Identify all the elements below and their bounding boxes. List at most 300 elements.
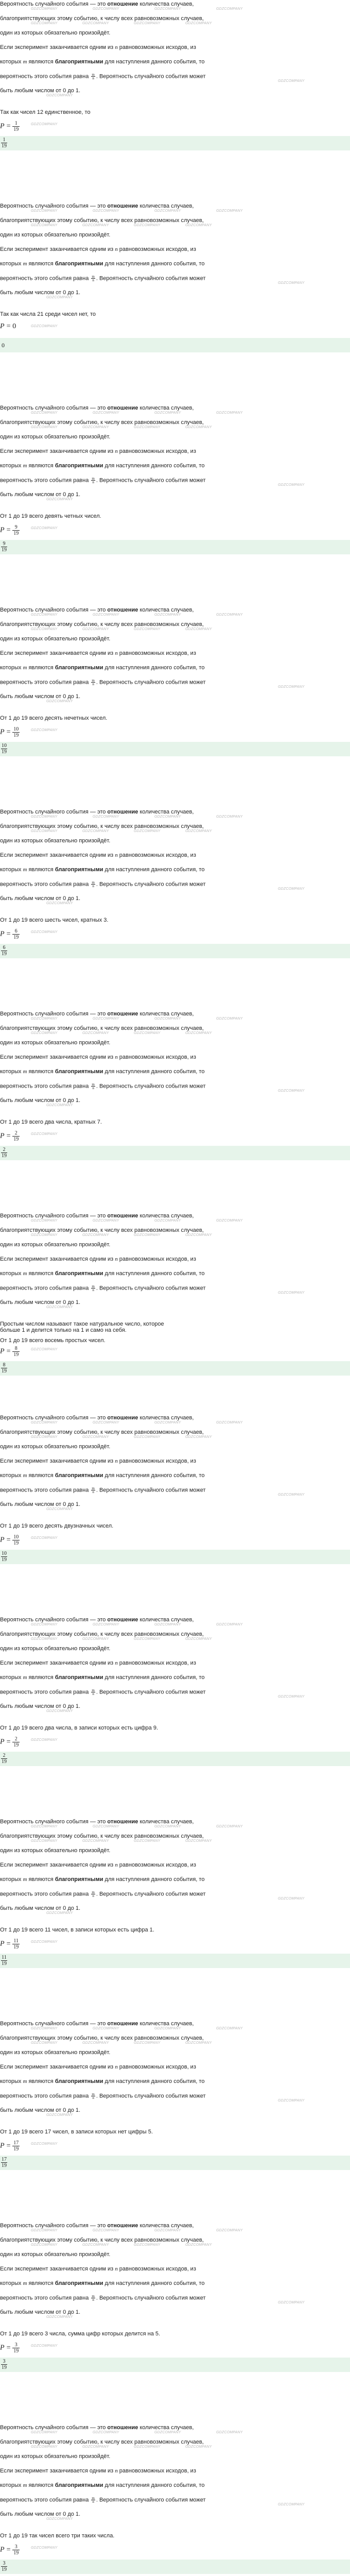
definition-text: для наступления данного события, то (103, 1876, 205, 1883)
probability-definition (0, 1212, 350, 1313)
definition-text: равновозможных исходов, из (117, 852, 196, 858)
definition-text: один из которых обязательно произойдёт. (0, 232, 111, 238)
definition-text: количества случаев, (138, 1213, 194, 1219)
definition-line (0, 261, 204, 267)
variable-m: m (23, 665, 27, 671)
definition-line (0, 1299, 80, 1306)
definition-bold: благоприятными (55, 261, 103, 267)
definition-text: . Вероятность случайного события может (96, 2093, 206, 2099)
probability-formula (0, 121, 20, 134)
definition-line (0, 1213, 194, 1219)
definition-text: для наступления данного события, то (103, 59, 205, 65)
definition-line (0, 1415, 194, 1421)
fraction-numerator: 2 (1, 1753, 7, 1759)
fraction-denominator: 19 (13, 1137, 19, 1142)
definition-text: являются (27, 1270, 55, 1277)
probability-symbol: P = (0, 1536, 11, 1544)
fraction-numerator: m (92, 477, 95, 481)
probability-symbol: P = (0, 1347, 11, 1355)
definition-line (0, 246, 196, 252)
definition-text: быть любым числом от 0 до 1. (0, 290, 81, 296)
definition-bold: благоприятными (55, 463, 103, 469)
definition-text: благоприятствующих этому событию, к числу всех равновозможных случаев, (0, 1429, 204, 1435)
watermark: GDZCOMPANY (82, 2041, 109, 2045)
answer-box (0, 136, 350, 150)
fraction-numerator: 17 (2, 2157, 7, 2162)
variable-m: m (23, 463, 27, 469)
definition-text: для наступления данного события, то (103, 261, 205, 267)
definition-text: . Вероятность случайного события может (96, 2497, 206, 2503)
definition-text: Вероятность случайного события — это (0, 203, 108, 209)
fraction-numerator: 1 (12, 121, 20, 127)
definition-line (0, 2078, 204, 2084)
watermark: GDZCOMPANY (93, 411, 119, 415)
fraction-m-over-n (91, 1891, 95, 1897)
watermark: GDZCOMPANY (31, 2546, 58, 2550)
probability-definition (0, 202, 350, 303)
answer-fraction (1, 743, 7, 755)
watermark: GDZCOMPANY (31, 2431, 58, 2434)
condition-text: Простым числом называют такое натуральное число, которое больше 1 и делится только на 1 и само на себя. (0, 1321, 164, 1333)
watermark: GDZCOMPANY (216, 2027, 243, 2030)
fraction-m-over-n (91, 73, 95, 80)
solution-block (0, 0, 350, 202)
variable-n: n (115, 1054, 118, 1060)
definition-text: вероятность этого события равна (0, 1285, 91, 1292)
watermark: GDZCOMPANY (31, 1233, 58, 1237)
definition-text: Если эксперимент заканчивается одним из (0, 44, 115, 50)
definition-text: один из которых обязательно произойдёт. (0, 2453, 111, 2460)
definition-text: которых (0, 2280, 23, 2286)
definition-text: которых (0, 1876, 23, 1883)
fraction-denominator: 19 (2, 1368, 7, 1374)
definition-text: для наступления данного события, то (103, 1674, 205, 1681)
definition-line (0, 1660, 196, 1666)
watermark: GDZCOMPANY (278, 1695, 305, 1699)
fraction-denominator: n (92, 2096, 94, 2100)
condition-text: От 1 до 19 всего 3 числа, сумма цифр которых делится на 5. (0, 2331, 161, 2337)
definition-text: которых (0, 59, 23, 65)
fraction-denominator: 19 (13, 127, 19, 132)
condition-text: От 1 до 19 всего десять двузначных чисел. (0, 1523, 114, 1529)
definition-text: благоприятствующих этому событию, к числу всех равновозможных случаев, (0, 1631, 204, 1637)
fraction-m-over-n (91, 477, 95, 484)
answer-box (0, 2560, 350, 2574)
probability-formula (0, 928, 20, 942)
definition-text: быть любым числом от 0 до 1. (0, 2511, 81, 2517)
solution-block (0, 2424, 350, 2576)
watermark: GDZCOMPANY (31, 7, 58, 11)
definition-text: быть любым числом от 0 до 1. (0, 693, 81, 700)
definition-text: . Вероятность случайного события может (96, 275, 206, 282)
definition-text: равновозможных исходов, из (117, 1660, 196, 1666)
watermark: GDZCOMPANY (31, 1825, 58, 1828)
watermark: GDZCOMPANY (185, 2041, 212, 2045)
answer-box (0, 1146, 350, 1160)
definition-line (0, 1689, 206, 1696)
definition-bold: благоприятными (55, 1876, 103, 1883)
watermark: GDZCOMPANY (82, 2243, 109, 2247)
definition-text: благоприятствующих этому событию, к числу всех равновозможных случаев, (0, 2439, 204, 2445)
fraction-denominator: 19 (2, 1961, 7, 1967)
definition-text: один из которых обязательно произойдёт. (0, 1040, 111, 1046)
probability-fraction (12, 928, 20, 940)
watermark: GDZCOMPANY (185, 2445, 212, 2449)
definition-line (0, 881, 206, 888)
watermark: GDZCOMPANY (278, 1291, 305, 1295)
fraction-denominator: n (92, 1894, 94, 1898)
fraction-denominator: n (92, 1086, 94, 1090)
fraction-denominator: 19 (2, 547, 7, 553)
watermark: GDZCOMPANY (154, 2431, 181, 2434)
definition-line (0, 1472, 204, 1479)
probability-symbol: P = (0, 2546, 11, 2554)
definition-line (0, 809, 194, 815)
fraction-denominator: n (92, 682, 94, 686)
answer-value: 0 (2, 342, 5, 349)
definition-text: являются (27, 1472, 55, 1479)
definition-line (0, 232, 110, 238)
definition-line (0, 2280, 204, 2286)
definition-line (0, 290, 80, 296)
definition-text: вероятность этого события равна (0, 2295, 91, 2301)
fraction-denominator: 19 (13, 1742, 19, 1748)
definition-text: которых (0, 1270, 23, 1277)
watermark: GDZCOMPANY (216, 209, 243, 213)
probability-fraction (12, 1130, 20, 1142)
fraction-denominator: 19 (13, 2146, 19, 2152)
definition-text: Если эксперимент заканчивается одним из (0, 2064, 115, 2070)
answer-fraction (1, 945, 7, 957)
definition-text: быть любым числом от 0 до 1. (0, 88, 81, 94)
fraction-denominator: n (92, 1490, 94, 1494)
fraction-numerator: 10 (13, 1534, 19, 1540)
probability-formula (0, 524, 20, 538)
watermark: GDZCOMPANY (31, 2027, 58, 2030)
definition-text: . Вероятность случайного события может (96, 1285, 206, 1292)
watermark: GDZCOMPANY (134, 2243, 161, 2247)
definition-text: являются (27, 1876, 55, 1883)
definition-text: один из которых обязательно произойдёт. (0, 1444, 111, 1450)
variable-n: n (115, 1458, 118, 1464)
fraction-numerator: 6 (1, 945, 7, 951)
definition-line (0, 1429, 204, 1435)
watermark: GDZCOMPANY (82, 2445, 109, 2449)
definition-text: Если эксперимент заканчивается одним из (0, 1256, 115, 1262)
watermark: GDZCOMPANY (46, 2517, 73, 2521)
variable-m: m (23, 1472, 27, 1479)
definition-text: Вероятность случайного события — это (0, 809, 108, 815)
watermark: GDZCOMPANY (185, 1031, 212, 1035)
probability-formula (0, 2342, 20, 2355)
definition-bold: отношение (107, 2021, 138, 2027)
fraction-denominator: 19 (13, 733, 19, 738)
definition-text: один из которых обязательно произойдёт. (0, 1646, 111, 1652)
watermark: GDZCOMPANY (46, 1306, 73, 1309)
watermark: GDZCOMPANY (278, 2301, 305, 2304)
fraction-denominator: n (92, 2298, 94, 2302)
definition-line (0, 1646, 110, 1652)
definition-bold: благоприятными (55, 1270, 103, 1277)
variable-n: n (115, 2064, 118, 2070)
fraction-denominator: n (92, 1288, 94, 1292)
definition-line (0, 823, 204, 829)
definition-text: Вероятность случайного события — это (0, 1, 108, 7)
definition-text: для наступления данного события, то (103, 1270, 205, 1277)
definition-line (0, 1617, 194, 1623)
fraction-numerator: m (92, 679, 95, 683)
definition-text: благоприятствующих этому событию, к числу всех равновозможных случаев, (0, 419, 204, 426)
definition-bold: отношение (107, 1415, 138, 1421)
watermark: GDZCOMPANY (31, 1940, 58, 1944)
fraction-denominator: 19 (13, 2348, 19, 2354)
watermark: GDZCOMPANY (278, 1897, 305, 1901)
watermark: GDZCOMPANY (154, 1017, 181, 1021)
solution-block (0, 1010, 350, 1212)
probability-fraction (12, 726, 20, 738)
variable-n: n (115, 44, 118, 50)
definition-text: Если эксперимент заканчивается одним из (0, 1862, 115, 1868)
definition-text: являются (27, 2280, 55, 2286)
answer-box (0, 338, 350, 352)
watermark: GDZCOMPANY (31, 527, 58, 530)
variable-m: m (23, 1069, 27, 1075)
watermark: GDZCOMPANY (31, 1536, 58, 1540)
variable-n: n (115, 852, 118, 858)
fraction-m-over-n (91, 881, 95, 888)
fraction-denominator: n (92, 480, 94, 484)
probability-symbol: P = (0, 122, 11, 130)
watermark: GDZCOMPANY (185, 224, 212, 227)
definition-line (0, 679, 206, 686)
definition-line (0, 636, 110, 642)
definition-text: Если эксперимент заканчивается одним из (0, 1660, 115, 1666)
variable-m: m (23, 867, 27, 873)
definition-text: равновозможных исходов, из (117, 448, 196, 454)
definition-bold: отношение (107, 2223, 138, 2229)
condition-text: От 1 до 19 всего 17 чисел, в записи которых нет цифры 5. (0, 2129, 153, 2135)
watermark: GDZCOMPANY (216, 1017, 243, 1021)
condition-text: От 1 до 19 всего десять нечетных чисел. (0, 715, 108, 721)
watermark: GDZCOMPANY (134, 22, 161, 25)
watermark: GDZCOMPANY (31, 1031, 58, 1035)
definition-line (0, 1891, 206, 1897)
watermark: GDZCOMPANY (134, 2041, 161, 2045)
fraction-numerator: m (92, 2092, 95, 2096)
watermark: GDZCOMPANY (278, 2503, 305, 2506)
answer-box (0, 1954, 350, 1968)
watermark: GDZCOMPANY (46, 94, 73, 97)
probability-definition (0, 606, 350, 707)
watermark: GDZCOMPANY (31, 2229, 58, 2232)
definition-line (0, 650, 196, 656)
watermark: GDZCOMPANY (216, 1825, 243, 1828)
condition-text: От 1 до 19 всего восемь простых чисел. (0, 1337, 106, 1344)
definition-text: один из которых обязательно произойдёт. (0, 2049, 111, 2056)
fraction-denominator: n (92, 76, 94, 80)
probability-formula (0, 726, 20, 740)
definition-line (0, 1487, 206, 1494)
fraction-m-over-n (91, 2093, 95, 2099)
definition-text: благоприятствующих этому событию, к числу всех равновозможных случаев, (0, 621, 204, 628)
definition-line (0, 1862, 196, 1868)
definition-text: для наступления данного события, то (103, 2280, 205, 2286)
watermark: GDZCOMPANY (278, 1089, 305, 1093)
watermark: GDZCOMPANY (134, 224, 161, 227)
definition-line (0, 419, 204, 426)
probability-symbol: P = (0, 1940, 11, 1948)
definition-line (0, 88, 80, 94)
solution-block (0, 1616, 350, 1818)
definition-line (0, 1674, 204, 1681)
definition-line (0, 463, 204, 469)
definition-bold: отношение (107, 1617, 138, 1623)
definition-text: равновозможных исходов, из (117, 44, 196, 50)
watermark: GDZCOMPANY (46, 1709, 73, 1713)
solution-block (0, 1818, 350, 2020)
watermark: GDZCOMPANY (93, 1623, 119, 1626)
condition-text: От 1 до 19 всего девять четных чисел. (0, 513, 101, 519)
probability-symbol: P = (0, 2142, 11, 2150)
fraction-denominator: 19 (2, 1557, 7, 1563)
definition-line (0, 1848, 110, 1854)
definition-text: которых (0, 1069, 23, 1075)
definition-text: количества случаев, (138, 607, 194, 613)
variable-m: m (23, 59, 27, 65)
probability-formula (0, 1736, 20, 1750)
watermark: GDZCOMPANY (31, 1132, 58, 1136)
definition-text: Если эксперимент заканчивается одним из (0, 2468, 115, 2474)
definition-line (0, 2439, 204, 2445)
probability-definition (0, 404, 350, 505)
fraction-numerator: 11 (12, 1938, 20, 1944)
definition-text: быть любым числом от 0 до 1. (0, 1299, 81, 1306)
watermark: GDZCOMPANY (154, 1825, 181, 1828)
fraction-denominator: 19 (2, 2567, 7, 2572)
probability-fraction (12, 2544, 20, 2556)
fraction-denominator: n (92, 884, 94, 888)
fraction-numerator: 3 (12, 2342, 20, 2348)
answer-fraction (1, 2561, 7, 2572)
definition-bold: отношение (107, 405, 138, 411)
definition-text: которых (0, 2078, 23, 2084)
watermark: GDZCOMPANY (46, 902, 73, 905)
watermark: GDZCOMPANY (82, 426, 109, 429)
watermark: GDZCOMPANY (93, 7, 119, 11)
watermark: GDZCOMPANY (82, 1233, 109, 1237)
watermark: GDZCOMPANY (278, 483, 305, 487)
answer-fraction (1, 2359, 7, 2370)
definition-text: благоприятствующих этому событию, к числу всех равновозможных случаев, (0, 217, 204, 224)
definition-line (0, 2295, 206, 2301)
definition-text: для наступления данного события, то (103, 665, 205, 671)
probability-symbol: P = (0, 526, 11, 534)
definition-text: Если эксперимент заканчивается одним из (0, 2266, 115, 2272)
watermark: GDZCOMPANY (154, 1623, 181, 1626)
definition-text: для наступления данного события, то (103, 463, 205, 469)
watermark: GDZCOMPANY (31, 2344, 58, 2348)
probability-fraction (12, 1534, 20, 1546)
watermark: GDZCOMPANY (154, 2229, 181, 2232)
condition-text: От 1 до 19 всего шесть чисел, кратных 3. (0, 917, 109, 923)
answer-fraction (1, 1147, 7, 1159)
probability-fraction (12, 524, 20, 536)
definition-bold: благоприятными (55, 59, 103, 65)
condition-text: Так как чисел 12 единственное, то (0, 109, 91, 115)
definition-line (0, 2309, 80, 2315)
definition-text: Если эксперимент заканчивается одним из (0, 650, 115, 656)
definition-text: равновозможных исходов, из (117, 1458, 196, 1464)
definition-text: равновозможных исходов, из (117, 1256, 196, 1262)
definition-text: благоприятствующих этому событию, к числу всех равновозможных случаев, (0, 823, 204, 829)
watermark: GDZCOMPANY (31, 613, 58, 617)
definition-text: Если эксперимент заканчивается одним из (0, 246, 115, 252)
fraction-m-over-n (91, 2497, 95, 2503)
watermark: GDZCOMPANY (46, 1104, 73, 1107)
solution-block (0, 2222, 350, 2424)
variable-n: n (115, 2266, 118, 2272)
definition-text: Если эксперимент заканчивается одним из (0, 1458, 115, 1464)
watermark: GDZCOMPANY (185, 2243, 212, 2247)
definition-text: которых (0, 2482, 23, 2488)
definition-text: вероятность этого события равна (0, 1891, 91, 1897)
definition-bold: отношение (107, 1213, 138, 1219)
definition-text: являются (27, 59, 55, 65)
definition-text: количества случаев, (138, 1819, 194, 1825)
watermark: GDZCOMPANY (93, 613, 119, 617)
definition-text: количества случаев, (138, 1415, 194, 1421)
definition-line (0, 30, 110, 36)
definition-line (0, 1819, 194, 1825)
probability-fraction (12, 2140, 20, 2152)
definition-text: равновозможных исходов, из (117, 2468, 196, 2474)
variable-m: m (23, 2078, 27, 2084)
variable-m: m (23, 1270, 27, 1277)
watermark: GDZCOMPANY (93, 815, 119, 819)
variable-n: n (115, 448, 118, 454)
watermark: GDZCOMPANY (31, 2445, 58, 2449)
definition-line (0, 2511, 80, 2517)
definition-line (0, 1501, 80, 1507)
definition-bold: благоприятными (55, 1069, 103, 1075)
watermark: GDZCOMPANY (31, 815, 58, 819)
definition-line (0, 434, 110, 440)
watermark: GDZCOMPANY (154, 411, 181, 415)
definition-text: количества случаев, (138, 1, 194, 7)
variable-n: n (115, 246, 118, 252)
definition-line (0, 73, 206, 80)
definition-line (0, 1285, 206, 1292)
definition-text: которых (0, 463, 23, 469)
watermark: GDZCOMPANY (93, 2431, 119, 2434)
fraction-numerator: 3 (1, 2359, 7, 2365)
probability-symbol: P = (0, 323, 11, 330)
fraction-numerator: 3 (12, 2544, 20, 2550)
watermark: GDZCOMPANY (93, 1017, 119, 1021)
definition-line (0, 1227, 204, 1233)
watermark: GDZCOMPANY (134, 1637, 161, 1641)
definition-text: которых (0, 1472, 23, 1479)
definition-bold: отношение (107, 203, 138, 209)
definition-line (0, 2223, 194, 2229)
fraction-numerator: m (92, 1688, 95, 1692)
solution-block (0, 606, 350, 808)
watermark: GDZCOMPANY (31, 1219, 58, 1223)
probability-definition (0, 808, 350, 909)
fraction-denominator: 19 (13, 935, 19, 940)
probability-fraction (12, 1938, 20, 1950)
definition-line (0, 1256, 196, 1262)
